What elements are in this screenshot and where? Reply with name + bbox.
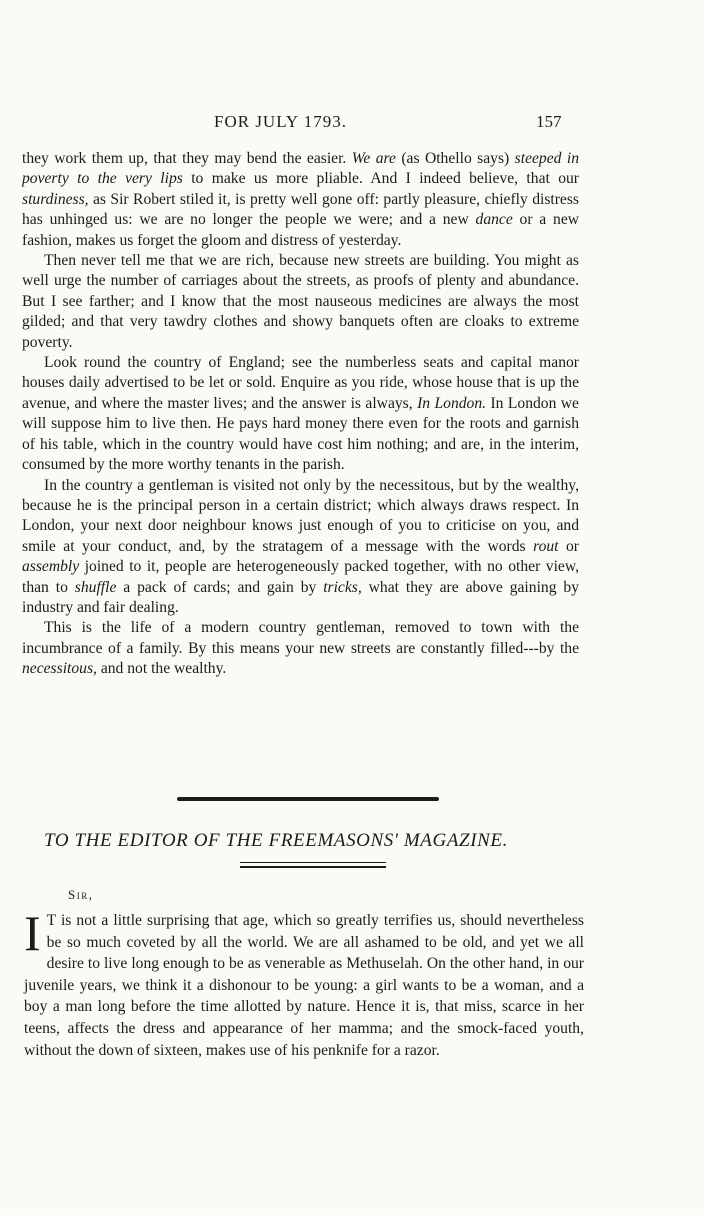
text-run: what they are above gaining by industry and fair dealing. [22,578,579,616]
paragraph [22,251,579,353]
text-run: and not the wealthy. [96,660,227,678]
text-run: to make us more pliable. And I indeed believe, that our [182,170,579,188]
italic-text: dance [475,211,513,229]
page-header [0,112,704,136]
text-run: Look round the country of England; see the numberless seats and capital manor houses daily advertised to be let or sold. Enquire as you ride, whose house that is up the avenue, and where the master lives; and the answer is always, [22,354,579,412]
italic-text: rout [533,537,559,555]
text-run: a pack of cards; and gain by [116,578,324,596]
italic-text: In London. [417,394,487,412]
italic-text: necessitous, [22,660,97,678]
letter-salutation: Sir, [68,887,94,902]
title-underline-thick [240,866,386,868]
letter-text: T is not a little surprising that age, which so greatly terrifies us, should nevertheless be so much coveted by all the world. We are all ashamed to be old, and yet we all desire to live long enough to be as venerable as Methuselah. On the other hand, in our juvenile years, we think it a dishonour to be young: a girl wants to be a woman, and a boy a man long before the time allotted by nature. Hence it is, that miss, scarce in her teens, affects the dress and appearance of her mamma; and the smock-faced youth, without the down of sixteen, makes use of his penknife for a razor. [24,912,584,1059]
text-run: or [558,537,579,555]
text-run: In London we will suppose him to live then. He pays hard money there even for the roots and garnish of his table, which in the country would have cost him nothing; and are, in the interim, consumed by the more worthy tenants in the parish. [22,394,579,474]
paragraph [22,476,579,619]
section-divider-rule [177,797,439,801]
running-head: FOR JULY 1793. [214,112,348,131]
text-run: In the country a gentleman is visited not only by the necessitous, but by the wealthy, because he is the principal person in a certain district; which always draws respect. In London, your next door neighbour knows just enough of you to criticise on you, and smile at your conduct, and, by the stratagem of a message with the words [22,476,579,555]
paragraph [22,149,579,251]
text-run: This is the life of a modern country gentleman, removed to town with the incumbrance of a family. By this means your new streets are constantly filled---by the [22,619,579,657]
text-run: joined to it, people are heterogeneously packed together, with no other view, than to [22,558,579,596]
text-run: they work them up, that they may bend the easier. [22,150,352,167]
page-number: 157 [536,112,562,131]
text-run: (as Othello says) [395,150,515,167]
text-run: or a new fashion, makes us forget the gloom and distress of yesterday. [22,211,579,249]
title-underline-thin [240,862,386,863]
italic-text: tricks, [323,578,362,596]
italic-text: We are [351,150,396,167]
paragraph [22,353,579,475]
article-body [22,149,579,680]
drop-cap: I [24,905,41,961]
italic-text: shuffle [74,578,117,596]
italic-text: steeped in poverty to the very lips [22,150,579,188]
article-title: TO THE EDITOR OF THE FREEMASONS' MAGAZINE. [44,830,508,851]
italic-text: assembly [22,558,80,576]
text-run: Then never tell me that we are rich, because new streets are building. You might as well urge the number of carriages about the streets, as proofs of plenty and abundance. But I see farther; and I know that the most nauseous medicines are always the most gilded; and that very tawdry clothes and showy banquets often are cloaks to extreme poverty. [22,252,579,351]
paragraph [22,618,579,679]
italic-text: sturdiness, [22,190,89,208]
text-run: as Sir Robert stiled it, is pretty well gone off: partly pleasure, chiefly distress has unhinged us: we are no longer the people we were; and a new [22,190,579,229]
letter-body [24,905,584,1061]
